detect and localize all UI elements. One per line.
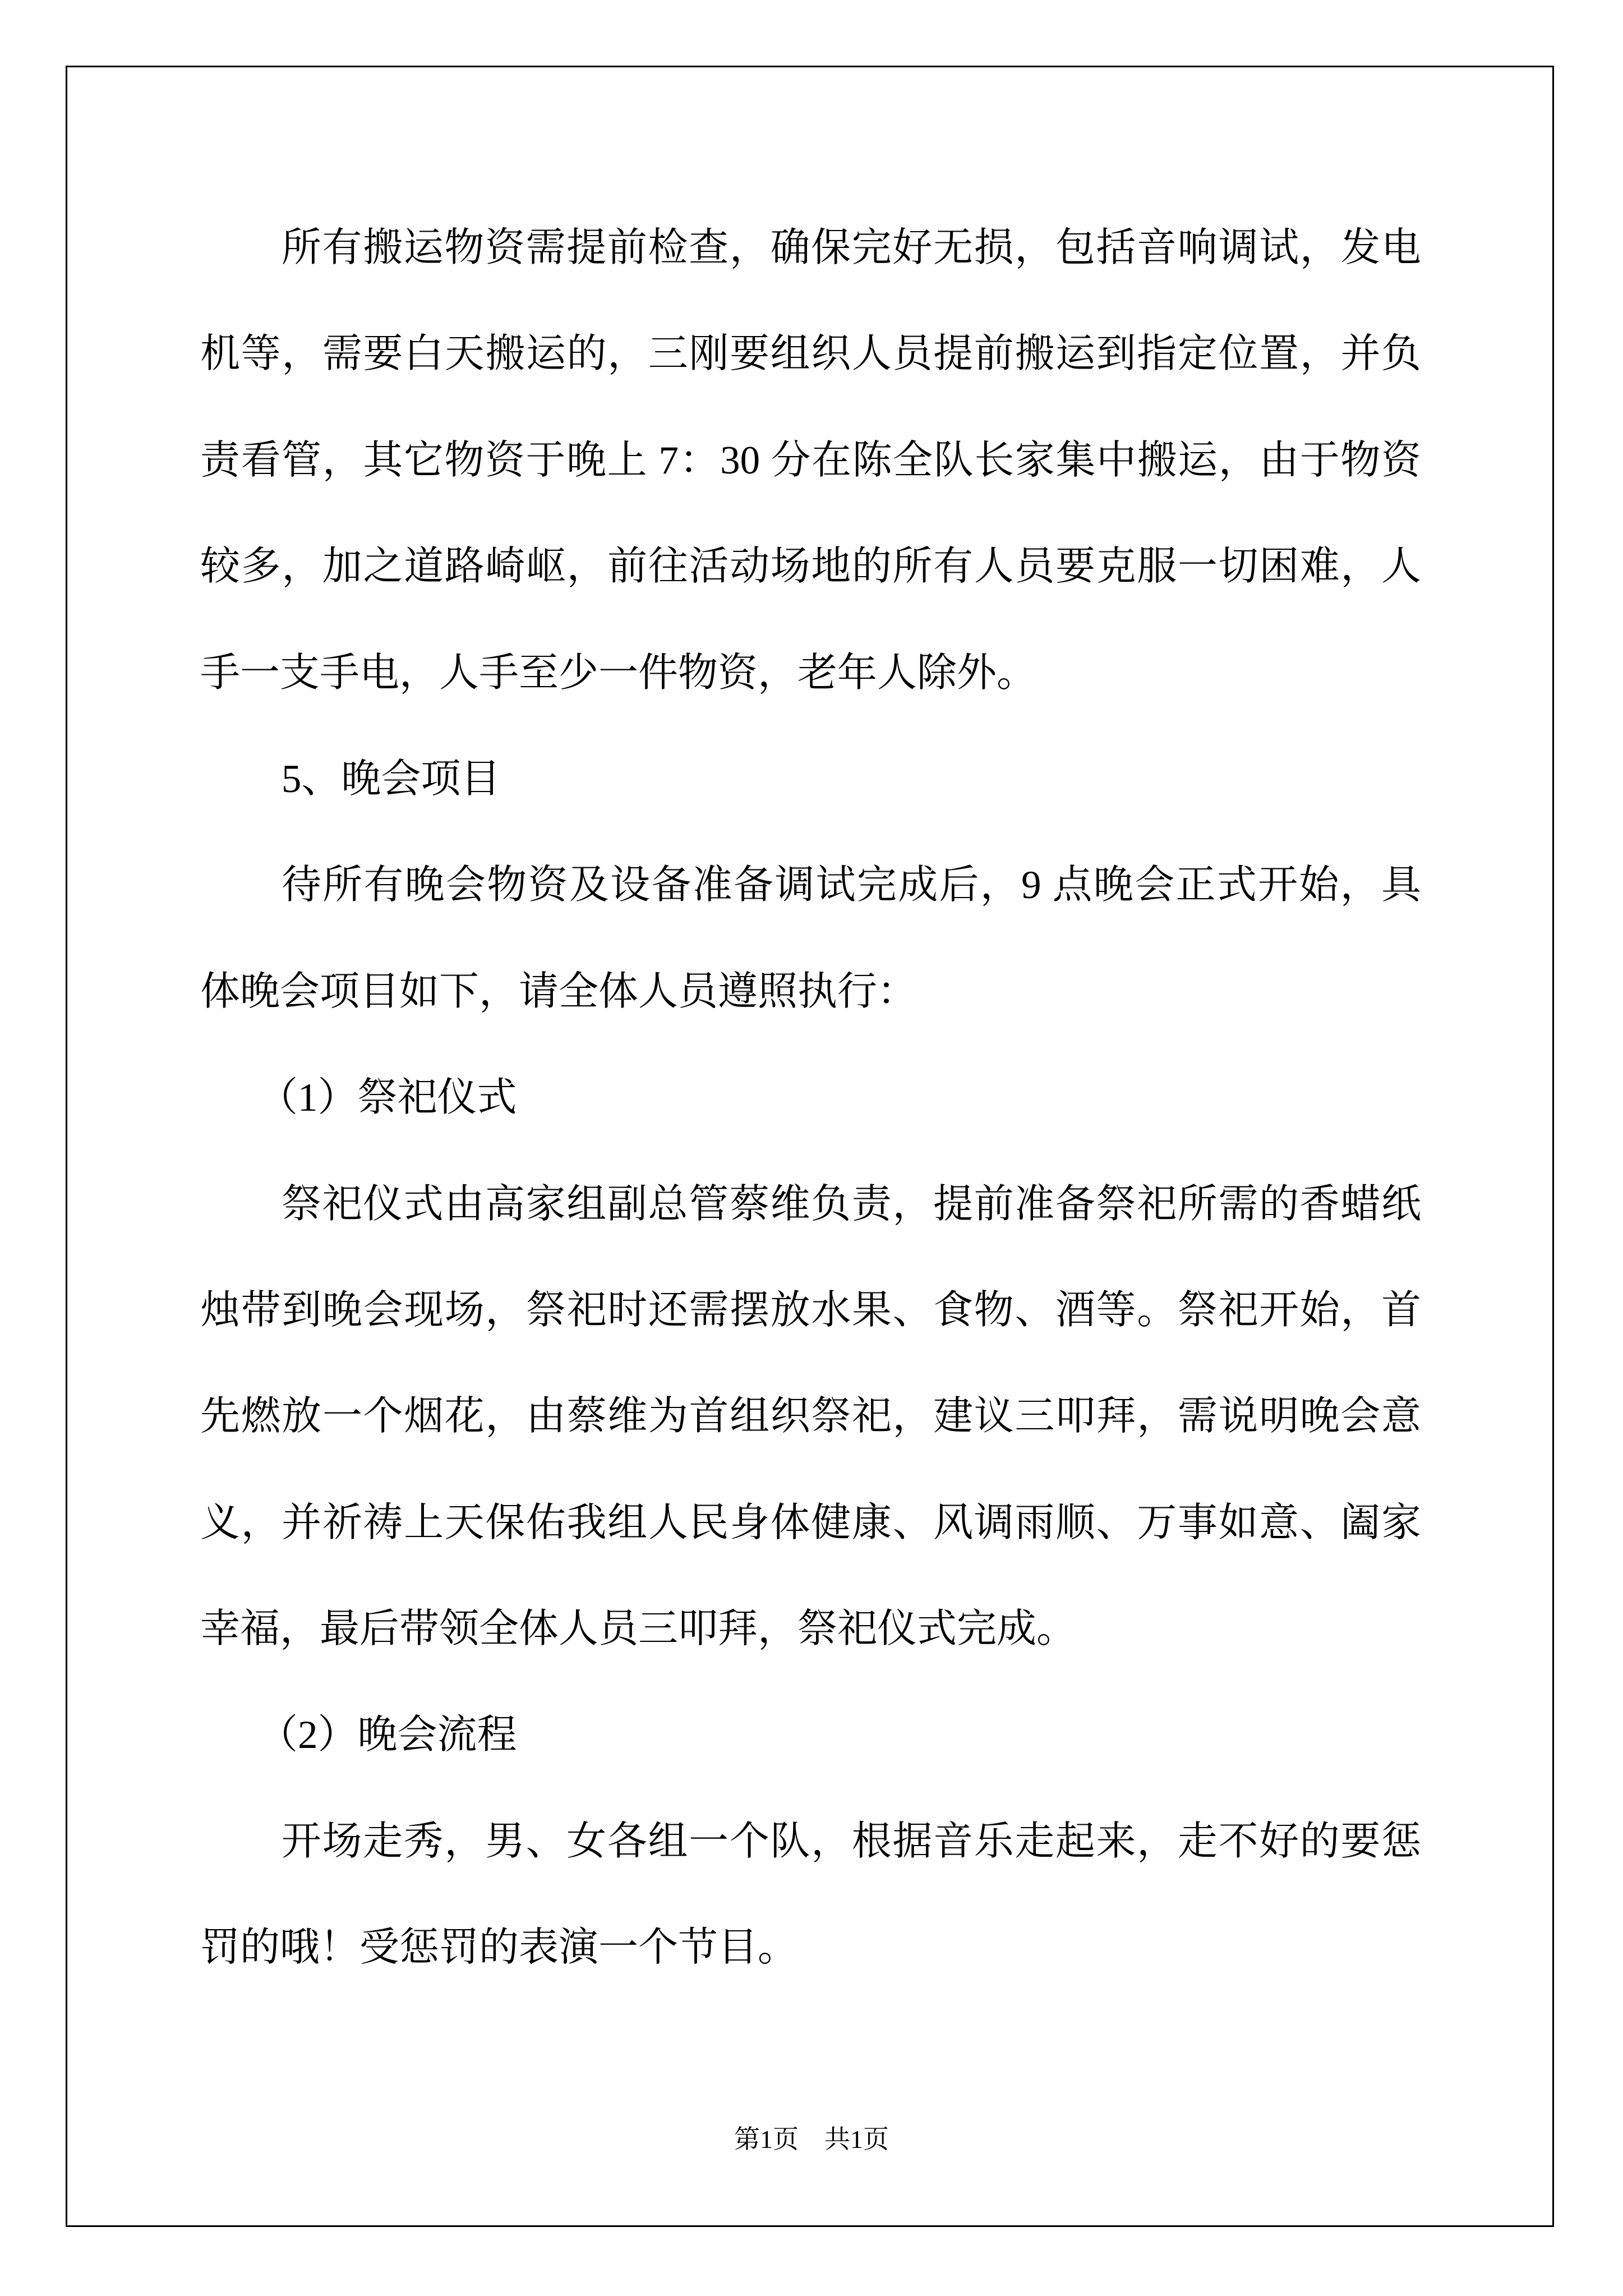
document-body — [200, 195, 1421, 2001]
section-heading: 5、晚会项目 — [281, 757, 501, 801]
page-number-footer: 第1页 共1页 — [734, 2125, 889, 2154]
paragraph-line: 较多，加之道路崎岖，前往活动场地的所有人员要克服一切困难，人 — [200, 545, 1421, 589]
paragraph-line: 待所有晚会物资及设备准备调试完成后，9 点晚会正式开始，具 — [281, 863, 1421, 908]
paragraph-line: 先燃放一个烟花，由蔡维为首组织祭祀，建议三叩拜，需说明晚会意 — [200, 1395, 1421, 1439]
paragraph-line: 罚的哦！受惩罚的表演一个节目。 — [200, 1926, 798, 1970]
paragraph-flow — [200, 1789, 1421, 2001]
paragraph-line: 幸福，最后带领全体人员三叩拜，祭祀仪式完成。 — [200, 1607, 1077, 1651]
paragraph-line: 祭祀仪式由高家组副总管蔡维负责，提前准备祭祀所需的香蜡纸 — [281, 1182, 1421, 1226]
paragraph-line: 手一支手电，人手至少一件物资，老年人除外。 — [200, 651, 1037, 695]
paragraph-line: 责看管，其它物资于晚上 7：30 分在陈全队长家集中搬运，由于物资 — [200, 438, 1421, 482]
paragraph-ceremony — [200, 1152, 1421, 1683]
paragraph-line: 所有搬运物资需提前检查，确保完好无损，包括音响调试，发电 — [281, 226, 1421, 270]
paragraph-line: 机等，需要白天搬运的，三刚要组织人员提前搬运到指定位置，并负 — [200, 332, 1421, 376]
paragraph-line: 烛带到晚会现场，祭祀时还需摆放水果、食物、酒等。祭祀开始，首 — [200, 1288, 1421, 1332]
paragraph-line: 开场走秀，男、女各组一个队，根据音乐走起来，走不好的要惩 — [281, 1819, 1421, 1864]
paragraph-line: 义，并祈祷上天保佑我组人民身体健康、风调雨顺、万事如意、阖家 — [200, 1501, 1421, 1545]
paragraph-program-intro — [200, 832, 1421, 1045]
paragraph-line: 体晚会项目如下，请全体人员遵照执行： — [200, 969, 917, 1014]
paragraph-materials — [200, 195, 1421, 726]
subsection-heading: （2）晚会流程 — [257, 1713, 517, 1757]
subsection-heading: （1）祭祀仪式 — [257, 1076, 517, 1120]
